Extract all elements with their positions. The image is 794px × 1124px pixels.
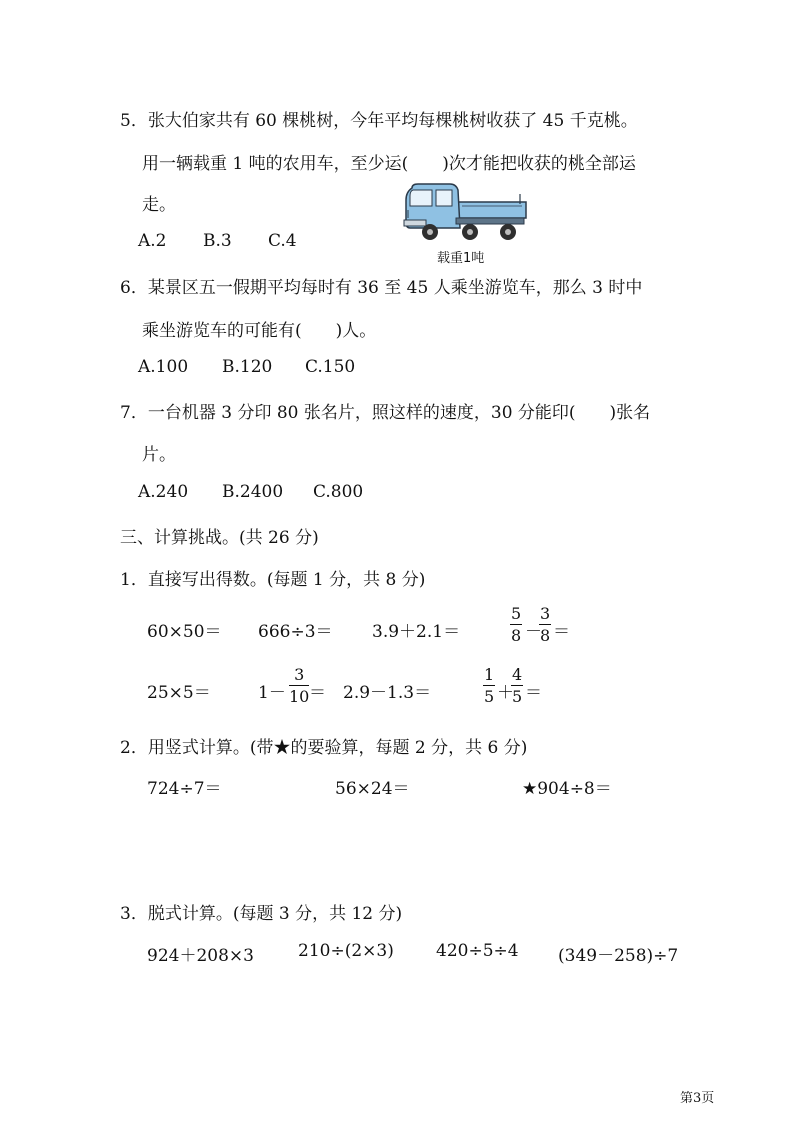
page-number: 第3页 — [680, 1091, 715, 1106]
equals-sign: ＝ — [309, 683, 326, 703]
fraction-4-5 — [511, 667, 523, 705]
fraction-5-8 — [510, 606, 522, 644]
q7-line1: 7．一台机器 3 分印 80 张名片，照这样的速度，30 分能印( )张名 — [120, 403, 651, 423]
calc-60x50: 60×50＝ — [147, 622, 222, 642]
q6-option-c: C.150 — [305, 357, 356, 377]
q5-line1: 5．张大伯家共有 60 棵桃树，今年平均每棵桃树收获了 45 千克桃。 — [120, 111, 638, 131]
fraction-denominator: 8 — [511, 626, 522, 645]
fraction-numerator: 5 — [511, 604, 522, 623]
q5-line3: 走。 — [142, 195, 176, 215]
truck-icon — [400, 180, 532, 246]
q6-line1: 6．某景区五一假期平均每时有 36 至 45 人乘坐游览车，那么 3 时中 — [120, 278, 643, 298]
fraction-3-10 — [289, 667, 309, 705]
fraction-numerator: 1 — [484, 665, 495, 684]
q7-option-c: C.800 — [313, 482, 364, 502]
q5-option-b: B.3 — [203, 231, 232, 251]
part3-title: 3．脱式计算。(每题 3 分，共 12 分) — [120, 904, 403, 924]
fraction-3-8 — [539, 606, 551, 644]
q5-option-a: A.2 — [138, 231, 167, 251]
vertical-calc-1: 724÷7＝ — [147, 779, 222, 799]
calc-3.9plus2.1: 3.9＋2.1＝ — [372, 622, 461, 642]
vertical-calc-3: ★904÷8＝ — [522, 779, 612, 799]
fraction-denominator: 8 — [540, 626, 551, 645]
fraction-denominator: 5 — [512, 687, 523, 706]
q6-option-b: B.120 — [222, 357, 273, 377]
one-minus: 1－ — [258, 683, 286, 703]
fraction-numerator: 4 — [512, 665, 523, 684]
step-calc-1: 924＋208×3 — [147, 946, 254, 966]
part1-title: 1．直接写出得数。(每题 1 分，共 8 分) — [120, 570, 426, 590]
fraction-numerator: 3 — [540, 604, 551, 623]
q7-option-b: B.2400 — [222, 482, 284, 502]
section3-title: 三、计算挑战。(共 26 分) — [120, 528, 319, 548]
calc-25x5: 25×5＝ — [147, 683, 211, 703]
fraction-denominator: 5 — [484, 687, 495, 706]
q6-line2: 乘坐游览车的可能有( )人。 — [142, 321, 377, 341]
plus-sign: ＋ — [497, 683, 514, 703]
truck-caption: 载重1吨 — [437, 251, 485, 266]
q7-option-a: A.240 — [138, 482, 189, 502]
calc-666div3: 666÷3＝ — [258, 622, 333, 642]
calc-2.9minus1.3: 2.9－1.3＝ — [343, 683, 432, 703]
q7-line2: 片。 — [142, 445, 176, 465]
equals-sign: ＝ — [553, 622, 570, 642]
fraction-numerator: 3 — [289, 667, 309, 686]
part2-title: 2．用竖式计算。(带★的要验算，每题 2 分，共 6 分) — [120, 738, 528, 758]
step-calc-2: 210÷(2×3) — [298, 941, 394, 961]
vertical-calc-2: 56×24＝ — [335, 779, 410, 799]
fraction-1-5 — [483, 667, 495, 705]
fraction-denominator: 10 — [289, 687, 310, 706]
q5-line2: 用一辆载重 1 吨的农用车，至少运( )次才能把收获的桃全部运 — [142, 154, 636, 174]
step-calc-3: 420÷5÷4 — [436, 941, 519, 961]
equals-sign: ＝ — [525, 683, 542, 703]
q5-option-c: C.4 — [268, 231, 297, 251]
q6-option-a: A.100 — [138, 357, 189, 377]
step-calc-4: (349－258)÷7 — [558, 946, 679, 966]
minus-sign: － — [525, 622, 542, 642]
